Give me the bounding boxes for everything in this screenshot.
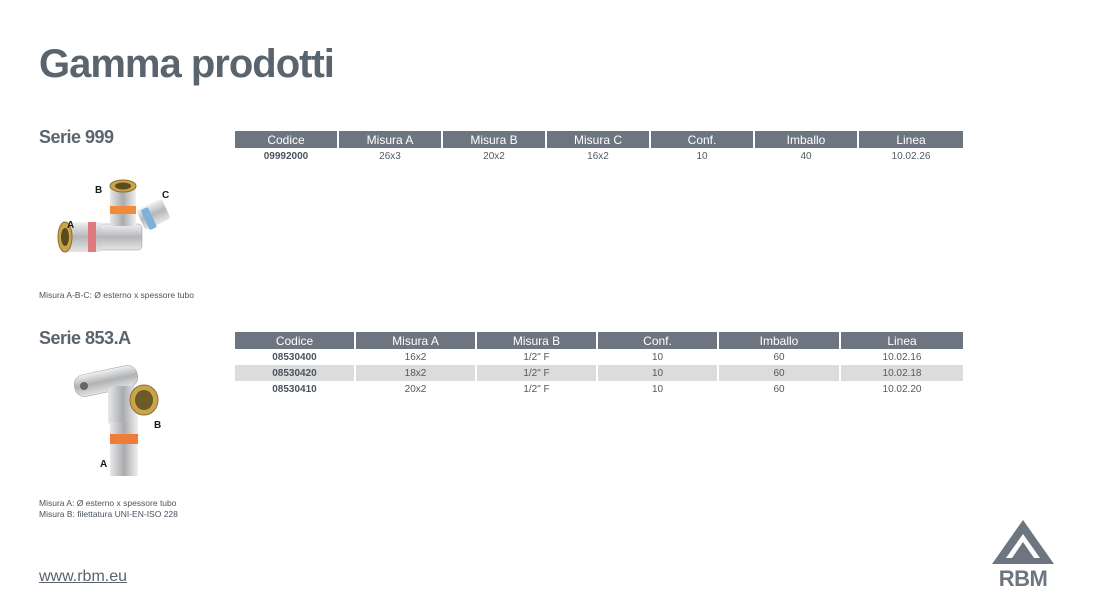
- note-line: Misura A: Ø esterno x spessore tubo: [39, 498, 177, 508]
- label-a: A: [100, 459, 108, 470]
- table-cell: 1/2" F: [477, 349, 598, 365]
- rbm-logo-icon: [990, 518, 1056, 566]
- series-999-table: [235, 131, 963, 164]
- label-c: C: [162, 190, 170, 201]
- table-cell: 60: [719, 349, 841, 365]
- product-code: 08530410: [235, 381, 356, 397]
- column-header: Codice: [235, 332, 356, 349]
- series-999-notes: [39, 290, 194, 301]
- table-header-row: [235, 332, 963, 349]
- table-row: [235, 381, 963, 397]
- table-cell: 10.02.16: [882, 351, 922, 363]
- column-header: Linea: [859, 131, 963, 148]
- table-cell: 10.02.26: [891, 150, 931, 162]
- label-a: A: [67, 220, 75, 231]
- table-cell: 20x2: [356, 381, 477, 397]
- table-cell: 16x2: [547, 148, 651, 164]
- column-header: Imballo: [719, 332, 841, 349]
- table-cell: 10.02.18: [841, 365, 963, 381]
- table-cell: 10: [598, 381, 719, 397]
- note-line: Misura A-B-C: Ø esterno x spessore tubo: [39, 290, 194, 300]
- rbm-logo: [990, 518, 1056, 592]
- table-cell: 16x2: [356, 349, 477, 365]
- tee-fitting-image: [52, 172, 184, 272]
- table-cell: 18x2: [356, 365, 477, 381]
- table-cell: 1/2" F: [477, 365, 598, 381]
- table-header-row: [235, 131, 963, 148]
- column-header: Misura A: [356, 332, 477, 349]
- label-b: B: [154, 420, 162, 431]
- table-row: [235, 148, 963, 164]
- logo-text: RBM: [998, 566, 1048, 591]
- table-cell: 60: [719, 365, 841, 381]
- series-999-title: Serie 999: [39, 127, 114, 147]
- product-code: 08530400: [235, 349, 356, 365]
- table-cell: 26x3: [339, 148, 443, 164]
- column-header: Imballo: [755, 131, 859, 148]
- column-header: Misura A: [339, 131, 443, 148]
- series-853a-notes: [39, 498, 178, 520]
- table-cell: 10: [651, 148, 755, 164]
- product-code: 09992000: [235, 148, 339, 164]
- table-cell: 1/2" F: [477, 381, 598, 397]
- website-link[interactable]: www.rbm.eu: [39, 568, 128, 585]
- column-header: Conf.: [598, 332, 719, 349]
- column-header: Linea: [841, 332, 963, 349]
- column-header: Misura C: [547, 131, 651, 148]
- series-853a-table: [235, 332, 963, 397]
- column-header: Codice: [235, 131, 339, 148]
- series-853a-title: Serie 853.A: [39, 328, 131, 348]
- table-cell: 40: [755, 148, 859, 164]
- table-cell: 10: [598, 349, 719, 365]
- label-b: B: [95, 185, 103, 196]
- column-header: Misura B: [477, 332, 598, 349]
- table-cell: 60: [719, 381, 841, 397]
- table-cell: 10: [598, 365, 719, 381]
- elbow-fitting-image: [70, 362, 170, 480]
- page-title: Gamma prodotti: [39, 42, 334, 86]
- table-cell: 20x2: [443, 148, 547, 164]
- product-code: 08530420: [235, 365, 356, 381]
- table-row: [235, 349, 963, 365]
- column-header: Conf.: [651, 131, 755, 148]
- note-line: Misura B: filettatura UNI-EN-ISO 228: [39, 509, 178, 519]
- column-header: Misura B: [443, 131, 547, 148]
- table-cell: 10.02.20: [882, 383, 922, 395]
- table-row: [235, 365, 963, 381]
